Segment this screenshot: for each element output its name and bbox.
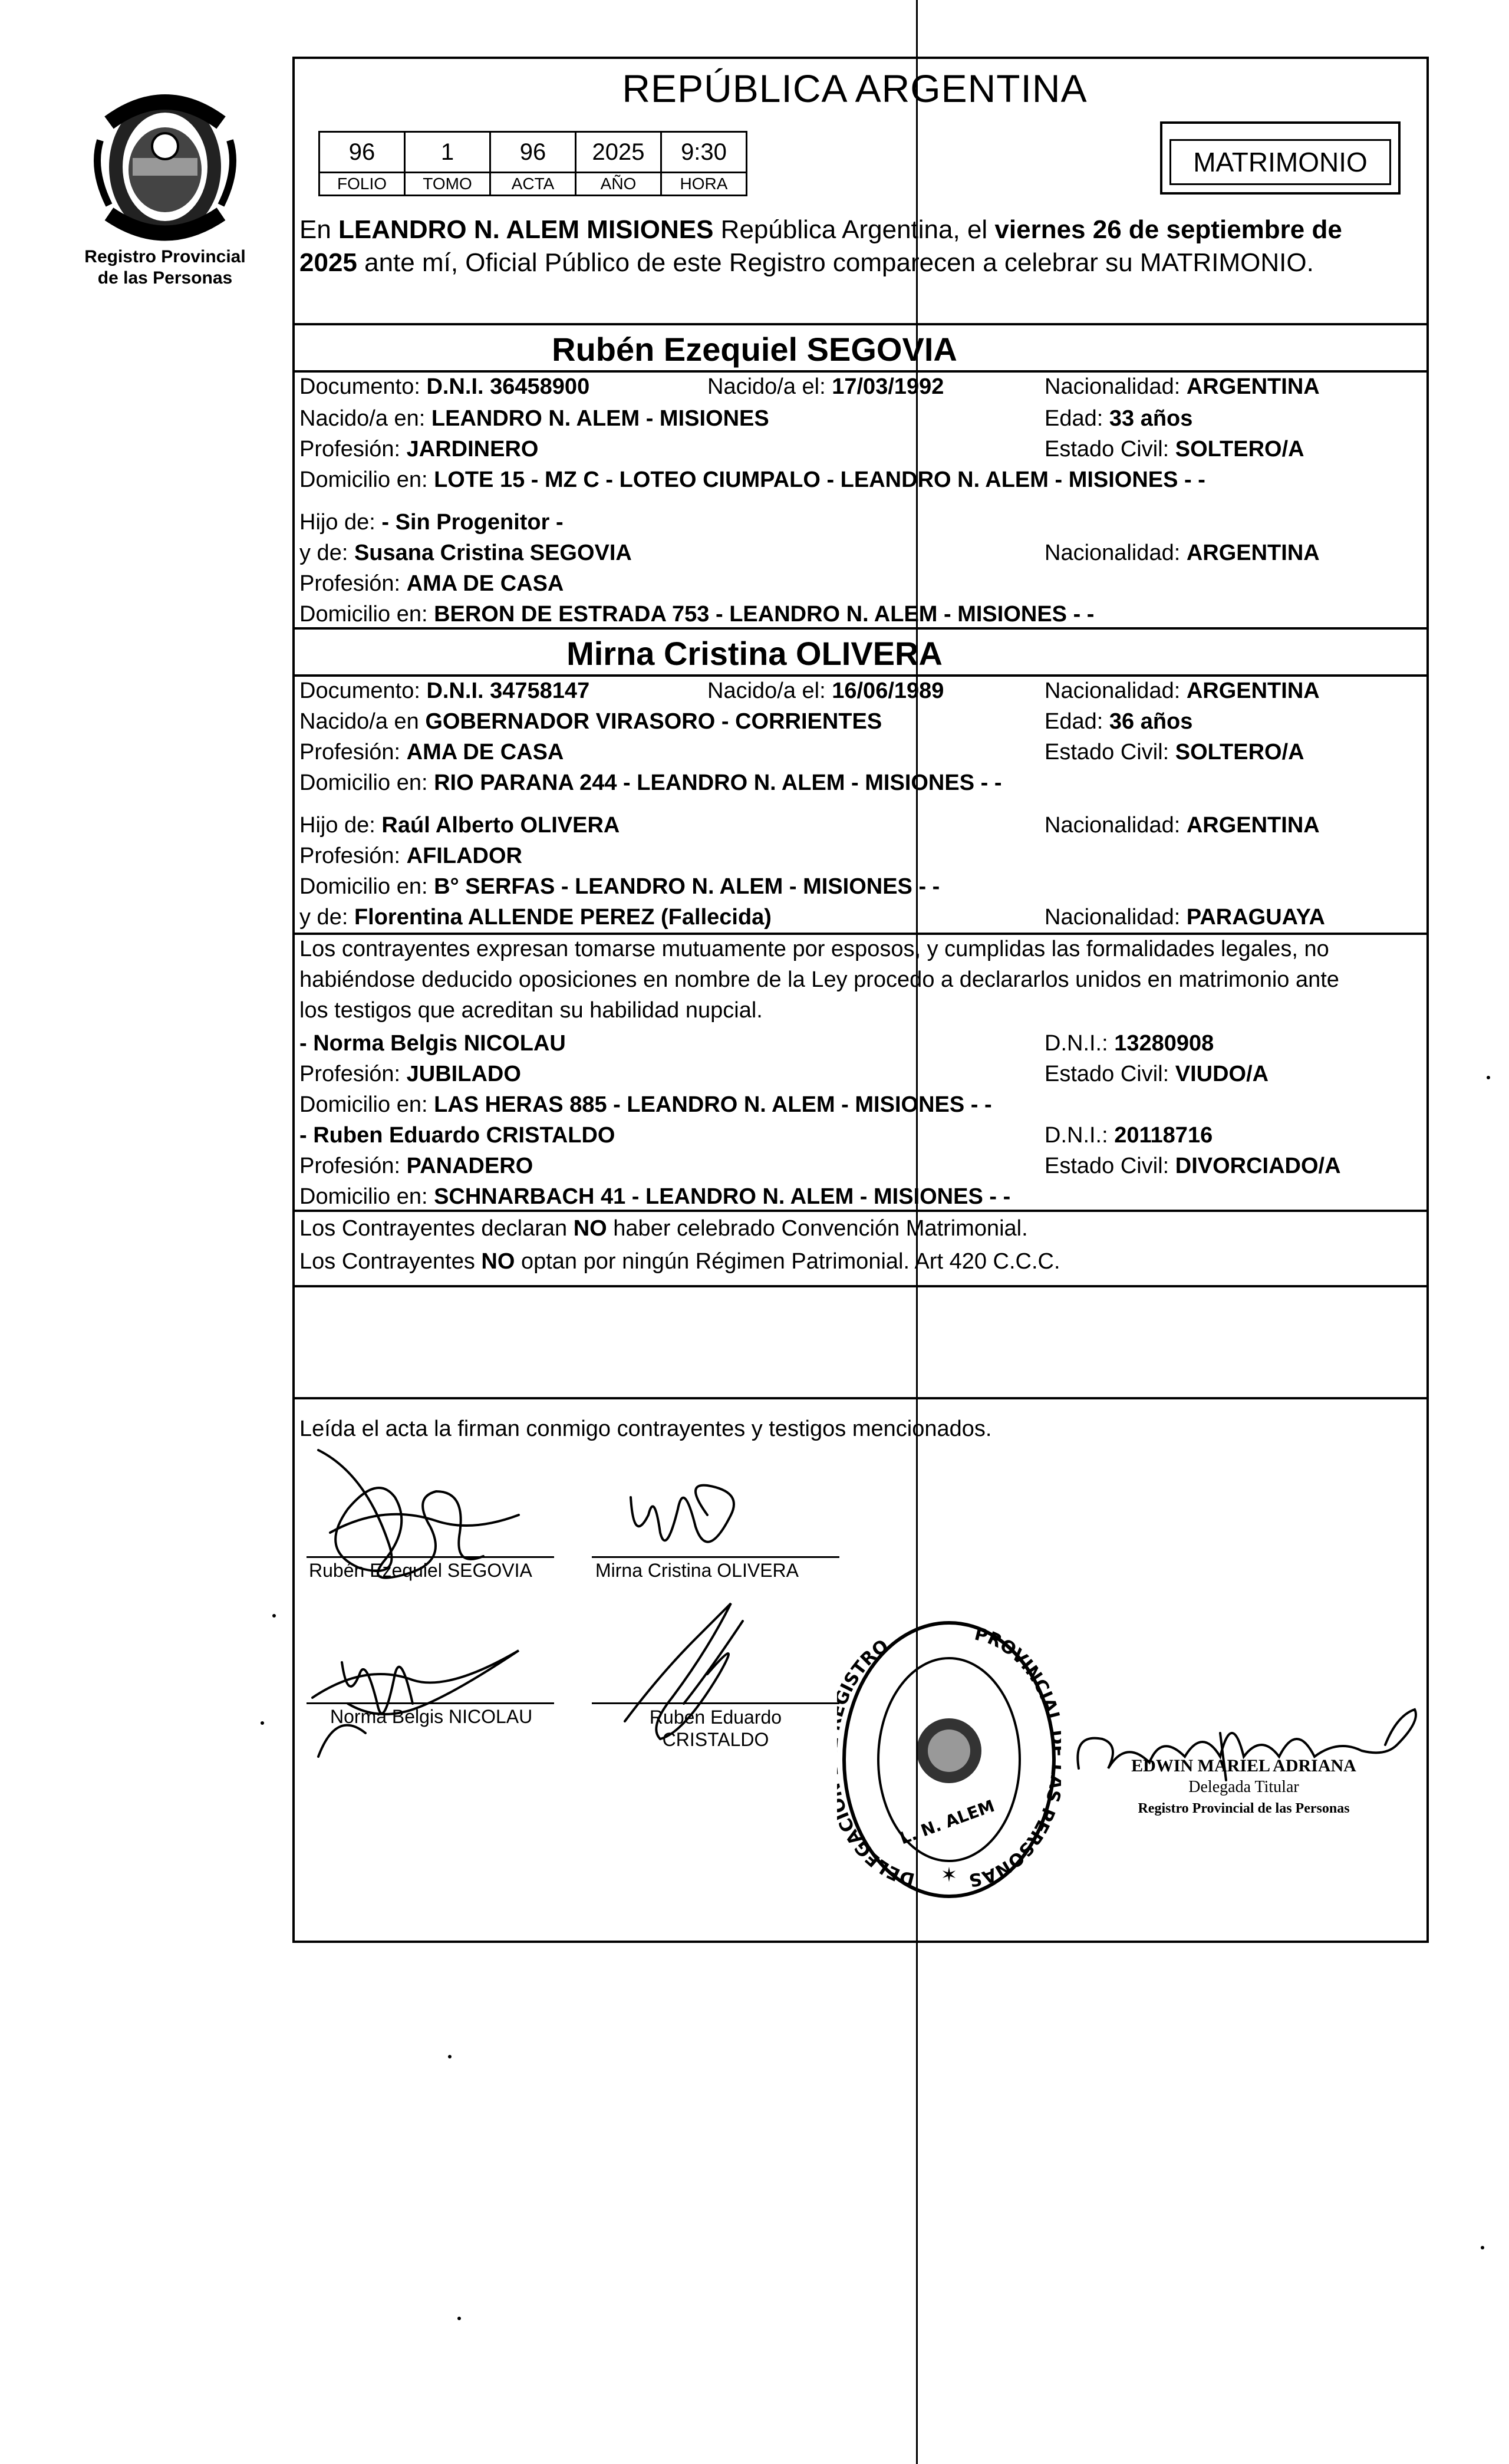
scan-dot (1487, 1076, 1490, 1079)
witness-2-name-line-1: Ruben Eduardo (649, 1707, 782, 1728)
folio-value: 96 (319, 132, 405, 173)
value: GOBERNADOR VIRASORO - CORRIENTES (425, 709, 882, 734)
label: Edad: (1045, 406, 1109, 431)
groom-born-on (707, 374, 944, 400)
label: Estado Civil: (1045, 437, 1175, 462)
label: Nacionalidad: (1045, 813, 1187, 838)
groom-signature-name: Rubén Ezequiel SEGOVIA (309, 1560, 532, 1581)
ano-value: 2025 (576, 132, 661, 173)
scan-dot (261, 1721, 264, 1725)
value: LOTE 15 - MZ C - LOTEO CIUMPALO - LEANDRO N. ALEM - MISIONES - - (434, 467, 1205, 492)
scan-dot (272, 1614, 276, 1618)
witness-1-signature-scribble (312, 1651, 519, 1757)
value: ARGENTINA (1186, 541, 1320, 565)
svg-text:✶: ✶ (940, 1863, 958, 1887)
groom-civil-status (1045, 436, 1304, 462)
bride-signature-scribble (631, 1485, 734, 1542)
label: Documento: (299, 678, 427, 703)
witness-1-signature-name: Norma Belgis NICOLAU (330, 1706, 533, 1727)
official-title: Delegada Titular (1188, 1778, 1299, 1796)
divider (292, 933, 1429, 935)
witness-1-address (299, 1092, 992, 1118)
value: AMA DE CASA (406, 571, 564, 596)
value: 16/06/1989 (832, 678, 944, 703)
value: Florentina ALLENDE PEREZ (Fallecida) (354, 905, 772, 930)
page-title: REPÚBLICA ARGENTINA (622, 67, 1088, 110)
value: PARAGUAYA (1186, 905, 1325, 930)
bride-age (1045, 709, 1192, 734)
groom-age (1045, 406, 1192, 431)
text: Los Contrayentes (299, 1249, 482, 1274)
label: D.N.I.: (1045, 1123, 1115, 1148)
value: JARDINERO (406, 437, 539, 462)
value: JUBILADO (406, 1062, 521, 1086)
groom-mother-nationality (1045, 540, 1320, 566)
witness-1-dni (1045, 1030, 1214, 1056)
groom-nationality (1045, 374, 1320, 400)
label: Edad: (1045, 709, 1109, 734)
logo-caption-line1: Registro Provincial (84, 247, 246, 266)
value: LEANDRO N. ALEM - MISIONES (431, 406, 769, 431)
label: Domicilio en: (299, 874, 434, 899)
text: haber celebrado Convención Matrimonial. (607, 1216, 1028, 1241)
seal-text-right: PROVINCIA PERSONAS (967, 1623, 1061, 1890)
value: VIUDO/A (1175, 1062, 1269, 1086)
value: SOLTERO/A (1175, 437, 1304, 462)
groom-father (299, 509, 564, 535)
intro-place: LEANDRO N. ALEM MISIONES (338, 215, 714, 244)
witness-2-profession (299, 1153, 533, 1179)
groom-address (299, 467, 1205, 493)
value: SCHNARBACH 41 - LEANDRO N. ALEM - MISIONES - - (434, 1184, 1011, 1209)
witness-2-address (299, 1184, 1010, 1210)
svg-text:L. N. ALEM: L. N. ALEM (897, 1796, 997, 1849)
label: Nacido/a el: (707, 374, 832, 399)
coat-of-arms-icon (85, 87, 245, 246)
label: Profesión: (299, 437, 407, 462)
label: Nacionalidad: (1045, 905, 1187, 930)
label: Domicilio en: (299, 602, 434, 627)
bride-nationality (1045, 678, 1320, 704)
bride-father (299, 812, 620, 838)
value: 20118716 (1114, 1123, 1213, 1148)
witness-2-name: - Ruben Eduardo CRISTALDO (299, 1123, 615, 1148)
witness-2-name-line-2: CRISTALDO (662, 1729, 769, 1750)
label: Domicilio en: (299, 1184, 434, 1209)
bride-signature-name: Mirna Cristina OLIVERA (595, 1560, 799, 1581)
official-signature-block (1079, 1755, 1409, 1819)
value: D.N.I. 34758147 (426, 678, 590, 703)
hora-value: 9:30 (661, 132, 747, 173)
label: Documento: (299, 374, 427, 399)
folio-label: FOLIO (319, 173, 405, 196)
groom-profession (299, 436, 538, 462)
groom-document (299, 374, 589, 400)
logo-caption (77, 246, 253, 289)
scan-dot (448, 2055, 452, 2058)
value: LAS HERAS 885 - LEANDRO N. ALEM - MISIONES - - (434, 1092, 992, 1117)
label: Nacido/a en (299, 709, 426, 734)
value: RIO PARANA 244 - LEANDRO N. ALEM - MISIONES - - (434, 770, 1002, 795)
divider (292, 370, 1429, 373)
bride-profession (299, 739, 564, 765)
intro-paragraph (299, 213, 1425, 279)
value: SOLTERO/A (1175, 740, 1304, 765)
label: Nacido/a el: (707, 678, 832, 703)
witness-1-profession (299, 1061, 521, 1087)
official-org: Registro Provincial de las Personas (1138, 1801, 1350, 1816)
label: Nacionalidad: (1045, 541, 1187, 565)
handwritten-signatures (295, 1427, 884, 1768)
statement-line-1: Los contrayentes expresan tomarse mutuamente por esposos, y cumplidas las formalidades legales, no (299, 937, 1329, 961)
bride-civil-status (1045, 739, 1304, 765)
value: 17/03/1992 (832, 374, 944, 399)
value: ARGENTINA (1186, 678, 1320, 703)
scan-dot (457, 2317, 461, 2320)
label: Domicilio en: (299, 1092, 434, 1117)
bride-address (299, 770, 1002, 796)
value: 13280908 (1114, 1031, 1214, 1056)
divider (292, 323, 1429, 325)
value: ARGENTINA (1186, 813, 1320, 838)
seal-stamp-icon (837, 1615, 1061, 1904)
groom-born-in (299, 406, 769, 431)
statement-line-3: los testigos que acreditan su habilidad nupcial. (299, 998, 763, 1023)
act-type-box (1160, 121, 1401, 195)
witness-1-name: - Norma Belgis NICOLAU (299, 1031, 566, 1056)
tomo-value: 1 (405, 132, 490, 173)
label: Hijo de: (299, 813, 382, 838)
closing-statement: Leída el acta la firman conmigo contrayentes y testigos mencionados. (299, 1417, 992, 1441)
label: Estado Civil: (1045, 1154, 1175, 1178)
bride-father-nationality (1045, 812, 1320, 838)
label: Profesión: (299, 844, 407, 868)
record-info-table (318, 131, 747, 196)
label: Estado Civil: (1045, 740, 1175, 765)
label: Domicilio en: (299, 770, 434, 795)
scan-artifact-vertical-line (916, 0, 918, 2464)
label: D.N.I.: (1045, 1031, 1115, 1056)
acta-value: 96 (490, 132, 576, 173)
agreement-line-2 (299, 1249, 1060, 1274)
intro-date-2: 2025 (299, 248, 357, 277)
label: Domicilio en: (299, 467, 434, 492)
bride-mother-nationality (1045, 904, 1325, 930)
witness-2-dni (1045, 1122, 1213, 1148)
witness-1-civil-status (1045, 1061, 1269, 1087)
bride-father-profession (299, 843, 522, 869)
label: Nacionalidad: (1045, 678, 1187, 703)
divider (292, 627, 1429, 630)
divider (292, 1285, 1429, 1287)
label: Hijo de: (299, 510, 382, 535)
province-coat-of-arms-logo (85, 87, 245, 246)
statement-line-2: habiéndose deducido oposiciones en nombre de la Ley procedo a declararlos unidos en matrimonio ante (299, 967, 1339, 992)
witness-2-signature-scribble (625, 1603, 743, 1739)
label: Profesión: (299, 571, 407, 596)
intro-date-1: viernes 26 de septiembre de (994, 215, 1342, 244)
value: PANADERO (406, 1154, 533, 1178)
bride-born-in (299, 709, 882, 734)
bride-name: Mirna Cristina OLIVERA (566, 635, 943, 672)
groom-mother (299, 540, 632, 566)
tomo-label: TOMO (405, 173, 490, 196)
label: y de: (299, 905, 354, 930)
groom-mother-address (299, 601, 1094, 627)
text: Los Contrayentes declaran (299, 1216, 574, 1241)
svg-text:DELEGACION DEL REGISTRO (837, 1636, 917, 1890)
label: Estado Civil: (1045, 1062, 1175, 1086)
value: 36 años (1109, 709, 1193, 734)
value: - Sin Progenitor - (381, 510, 564, 535)
intro-text-1: En (299, 215, 339, 244)
label: y de: (299, 541, 354, 565)
groom-mother-profession (299, 571, 564, 597)
value: DIVORCIADO/A (1175, 1154, 1341, 1178)
label: Profesión: (299, 1062, 407, 1086)
divider (292, 674, 1429, 677)
label: Nacionalidad: (1045, 374, 1187, 399)
intro-text-2: República Argentina, el (713, 215, 995, 244)
bride-mother (299, 904, 772, 930)
witness-2-civil-status (1045, 1153, 1341, 1179)
value: AMA DE CASA (406, 740, 564, 765)
text: optan por ningún Régimen Patrimonial. Art 420 C.C.C. (515, 1249, 1060, 1274)
label: Profesión: (299, 740, 407, 765)
divider (292, 1210, 1429, 1212)
official-seal (837, 1615, 1061, 1904)
logo-caption-line2: de las Personas (97, 268, 233, 288)
scan-dot (1481, 2246, 1484, 2249)
hora-label: HORA (661, 173, 747, 196)
bride-born-on (707, 678, 944, 704)
value: Raúl Alberto OLIVERA (381, 813, 620, 838)
intro-text-3: ante mí, Oficial Público de este Registro comparecen a celebrar su MATRIMONIO. (357, 248, 1314, 277)
emphasis: NO (573, 1216, 607, 1241)
emphasis: NO (481, 1249, 515, 1274)
ano-label: AÑO (576, 173, 661, 196)
value: 33 años (1109, 406, 1193, 431)
label: Nacido/a en: (299, 406, 431, 431)
agreement-line-1 (299, 1215, 1028, 1241)
value: B° SERFAS - LEANDRO N. ALEM - MISIONES - - (434, 874, 940, 899)
value: ARGENTINA (1186, 374, 1320, 399)
groom-name: Rubén Ezequiel SEGOVIA (552, 331, 957, 368)
bride-document (299, 678, 589, 704)
bride-father-address (299, 874, 940, 900)
divider (292, 1397, 1429, 1399)
groom-signature-scribble (318, 1450, 519, 1578)
value: BERON DE ESTRADA 753 - LEANDRO N. ALEM - MISIONES - - (434, 602, 1095, 627)
value: Susana Cristina SEGOVIA (354, 541, 632, 565)
official-name: EDWIN MARIEL ADRIANA (1131, 1756, 1356, 1775)
value: D.N.I. 36458900 (426, 374, 590, 399)
acta-label: ACTA (490, 173, 576, 196)
value: AFILADOR (406, 844, 522, 868)
act-type: MATRIMONIO (1169, 139, 1391, 185)
label: Profesión: (299, 1154, 407, 1178)
seal-text-left: DELEGAC ISTRO (837, 1635, 917, 1890)
